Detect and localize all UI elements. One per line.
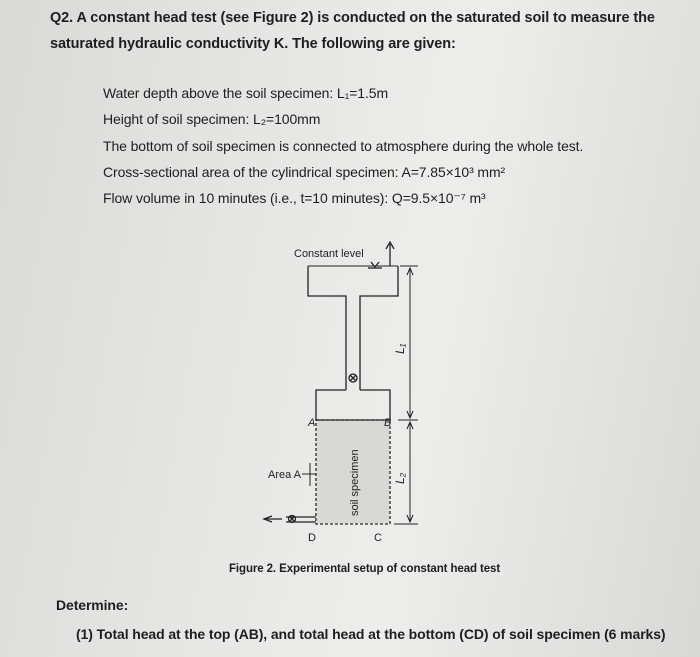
- given-specimen-height: Height of soil specimen: L₂=100mm: [103, 111, 321, 127]
- question-title-line-2: saturated hydraulic conductivity K. The following are given:: [50, 36, 456, 52]
- given-cross-section-area: Cross-sectional area of the cylindrical specimen: A=7.85×10³ mm²: [103, 164, 506, 180]
- area-a-label: Area A: [268, 469, 302, 481]
- determine-item-1: (1) Total head at the top (AB), and total head at the bottom (CD) of soil specimen (6 marks): [76, 626, 666, 642]
- constant-level-label: Constant level: [294, 248, 364, 260]
- question-title-line-1: Q2. A constant head test (see Figure 2) is conducted on the saturated soil to measure the: [50, 10, 655, 26]
- given-bottom-condition: The bottom of soil specimen is connected to atmosphere during the whole test.: [103, 138, 584, 154]
- label-a: A: [308, 417, 316, 429]
- figure-caption: Figure 2. Experimental setup of constant head test: [229, 563, 501, 575]
- determine-heading: Determine:: [56, 597, 129, 613]
- constant-head-diagram: [250, 238, 440, 548]
- label-c: C: [374, 532, 382, 544]
- label-l2: L₂: [393, 472, 407, 484]
- given-flow-volume: Flow volume in 10 minutes (i.e., t=10 minutes): Q=9.5×10⁻⁷ m³: [103, 190, 486, 206]
- label-d: D: [308, 532, 316, 544]
- label-l1: L₁: [393, 343, 407, 354]
- reservoir-outline: [308, 266, 346, 390]
- label-b: B: [384, 417, 392, 429]
- soil-specimen-label: soil specimen: [349, 449, 361, 516]
- given-water-depth: Water depth above the soil specimen: L₁=1.5m: [103, 85, 389, 101]
